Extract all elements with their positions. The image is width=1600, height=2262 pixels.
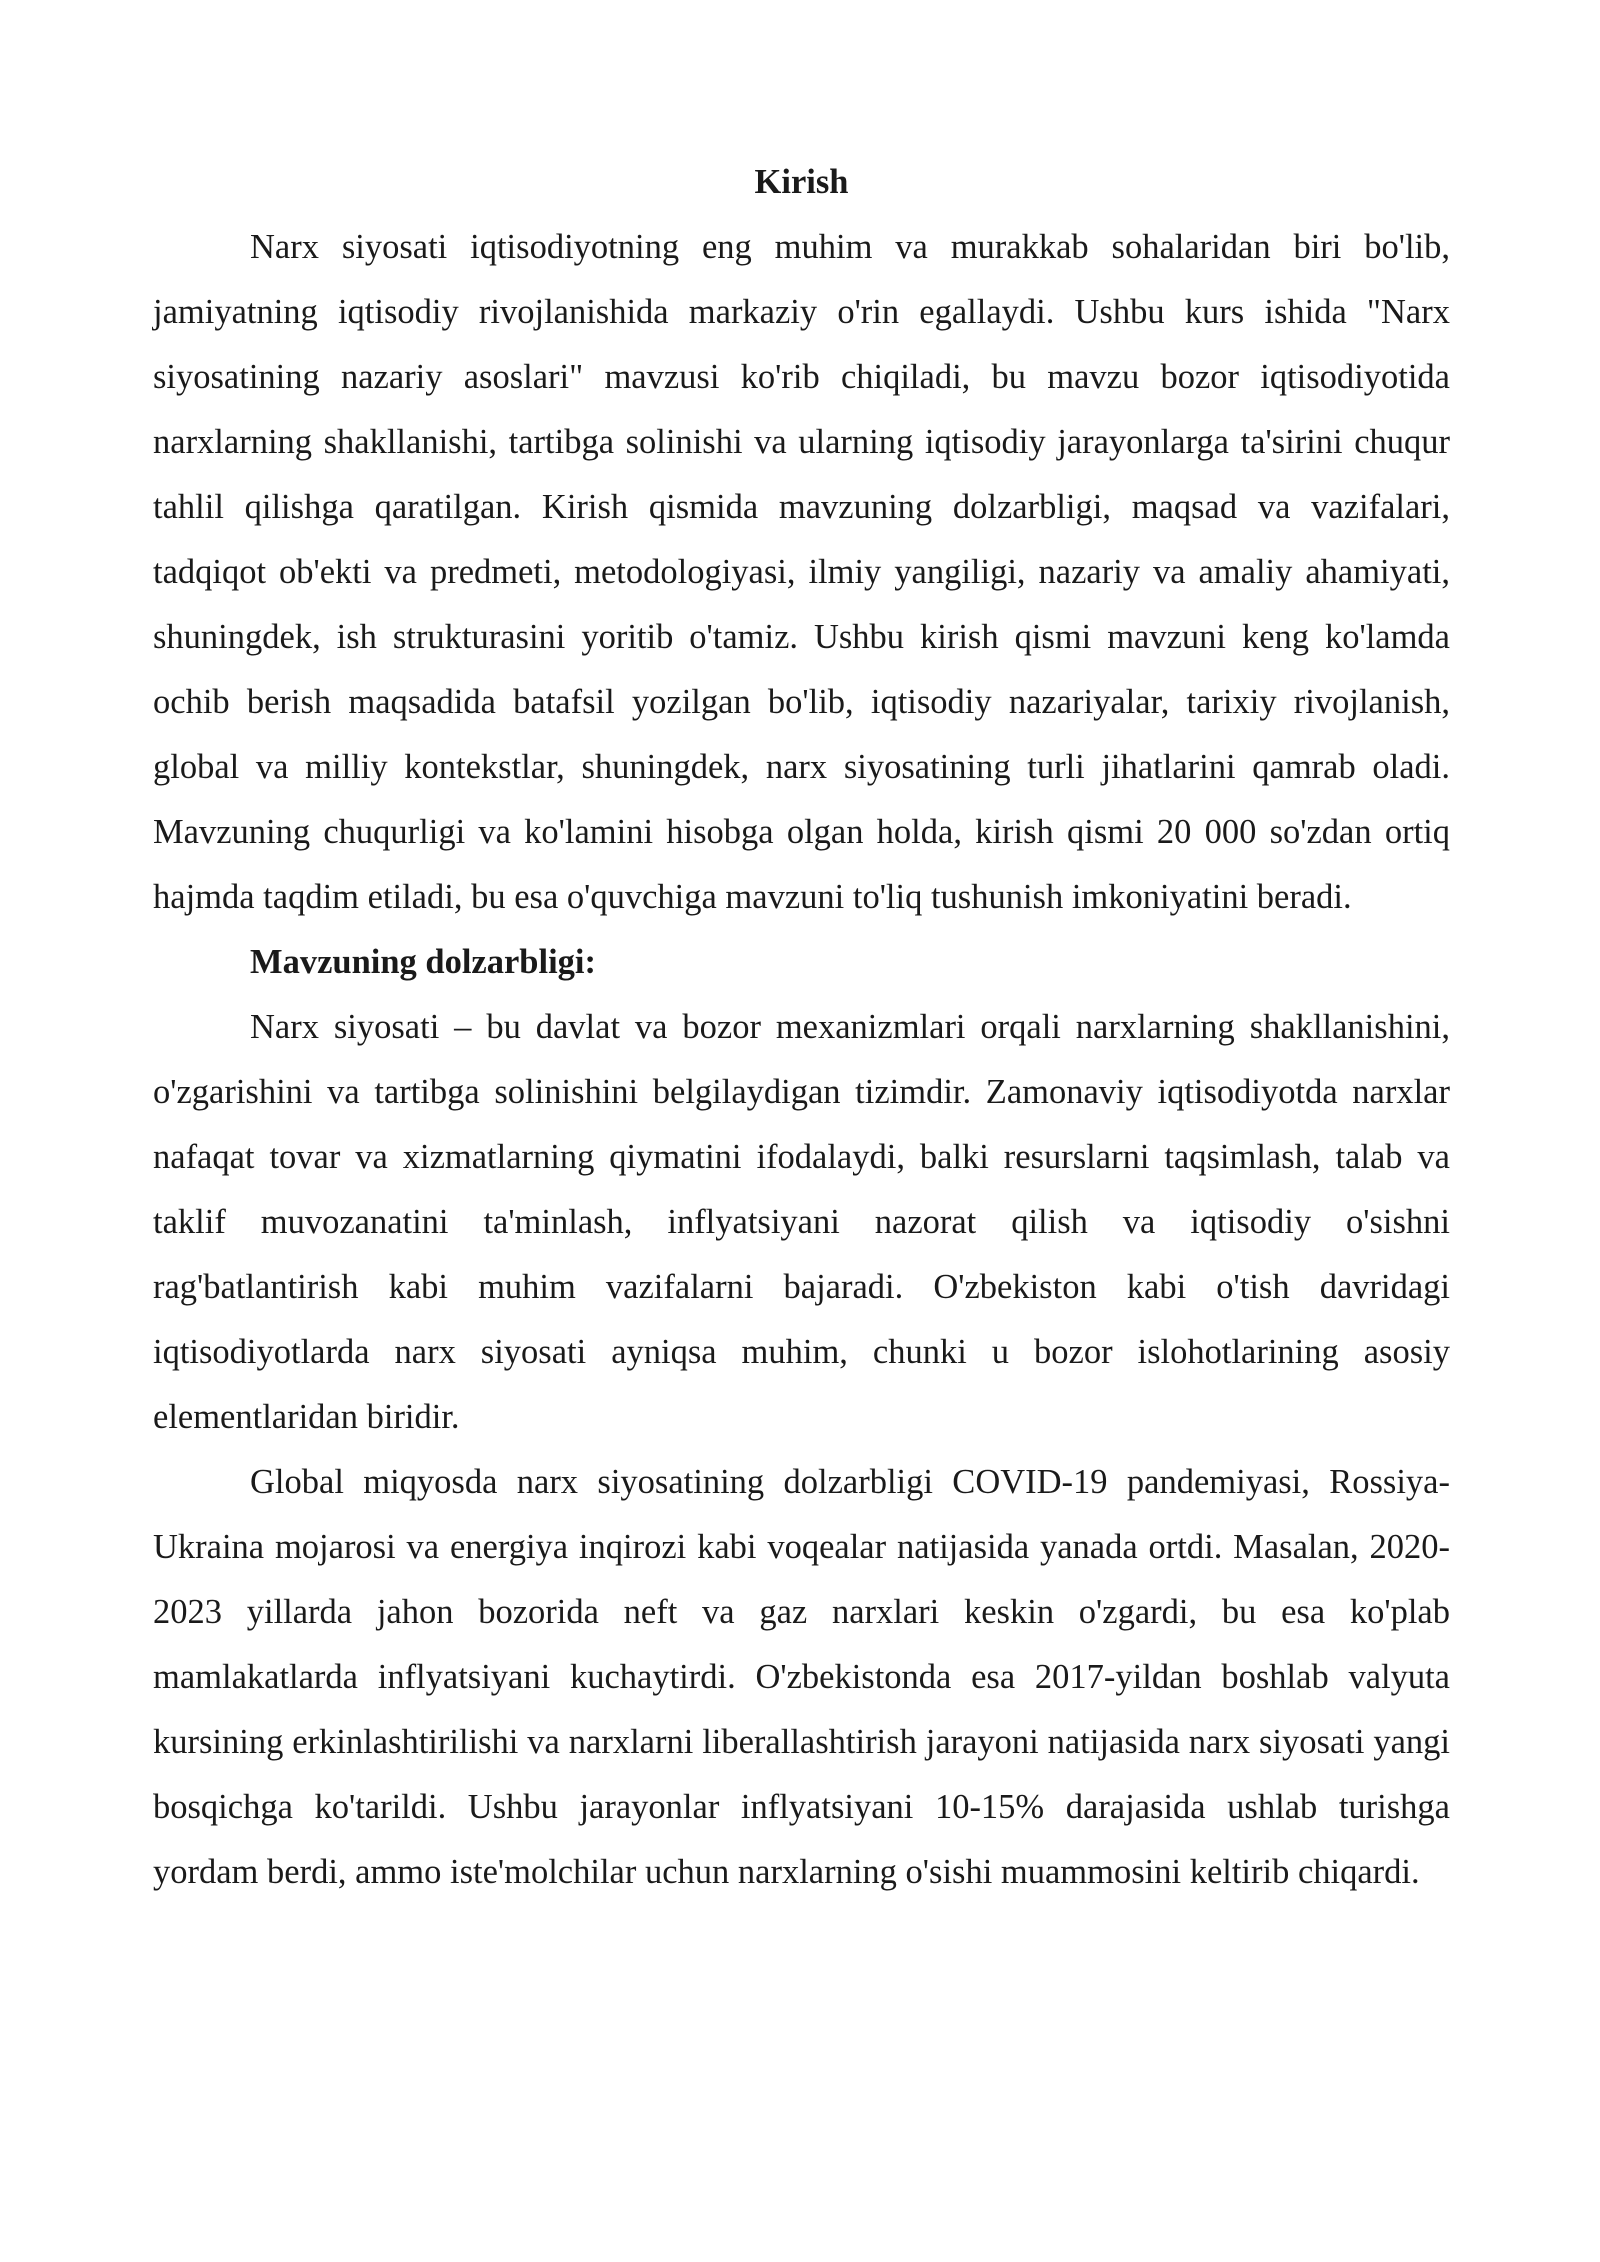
section-heading: Mavzuning dolzarbligi:: [250, 943, 596, 981]
intro-paragraph: Narx siyosati iqtisodiyotning eng muhim va murakkab sohalaridan biri bo'lib, jamiyatning iqtisodiy rivojlanishida markaziy o'rin egallaydi. Ushbu kurs ishida "Narx siyosatining nazariy asoslari" mavzusi ko'rib chiqiladi, bu mavzu bozor iqtisodiyotida narxlarning shakllanishi, tartibga solinishi va ularning iqtisodiy jarayonlarga ta'sirini chuqur tahlil qilishga qaratilgan. Kirish qismida mavzuning dolzarbligi, maqsad va vazifalari, tadqiqot ob'ekti va predmeti, metodologiyasi, ilmiy yangiligi, nazariy va amaliy ahamiyati, shuningdek, ish strukturasini yoritib o'tamiz. Ushbu kirish qismi mavzuni keng ko'lamda ochib berish maqsadida batafsil yozilgan bo'lib, iqtisodiy nazariyalar, tarixiy rivojlanish, global va milliy kontekstlar, shuningdek, narx siyosatining turli jihatlarini qamrab oladi. Mavzuning chuqurligi va ko'lamini hisobga olgan holda, kirish qismi 20 000 so'zdan ortiq hajmda taqdim etiladi, bu esa o'quvchiga mavzuni to'liq tushunish imkoniyatini beradi.: [153, 228, 1450, 916]
document-body: [153, 150, 1450, 1905]
section-paragraph-1: Narx siyosati – bu davlat va bozor mexanizmlari orqali narxlarning shakllanishini, o'zgarishini va tartibga solinishini belgilaydigan tizimdir. Zamonaviy iqtisodiyotda narxlar nafaqat tovar va xizmatlarning qiymatini ifodalaydi, balki resurslarni taqsimlash, talab va taklif muvozanatini ta'minlash, inflyatsiyani nazorat qilish va iqtisodiy o'sishni rag'batlantirish kabi muhim vazifalarni bajaradi. O'zbekiston kabi o'tish davridagi iqtisodiyotlarda narx siyosati ayniqsa muhim, chunki u bozor islohotlarining asosiy elementlaridan biridir.: [153, 1008, 1450, 1436]
section-paragraph-2: Global miqyosda narx siyosatining dolzarbligi COVID-19 pandemiyasi, Rossiya-Ukraina mojarosi va energiya inqirozi kabi voqealar natijasida yanada ortdi. Masalan, 2020-2023 yillarda jahon bozorida neft va gaz narxlari keskin o'zgardi, bu esa ko'plab mamlakatlarda inflyatsiyani kuchaytirdi. O'zbekistonda esa 2017-yildan boshlab valyuta kursining erkinlashtirilishi va narxlarni liberallashtirish jarayoni natijasida narx siyosati yangi bosqichga ko'tarildi. Ushbu jarayonlar inflyatsiyani 10-15% darajasida ushlab turishga yordam berdi, ammo iste'molchilar uchun narxlarning o'sishi muammosini keltirib chiqardi.: [153, 1463, 1450, 1891]
document-title: Kirish: [754, 163, 849, 201]
